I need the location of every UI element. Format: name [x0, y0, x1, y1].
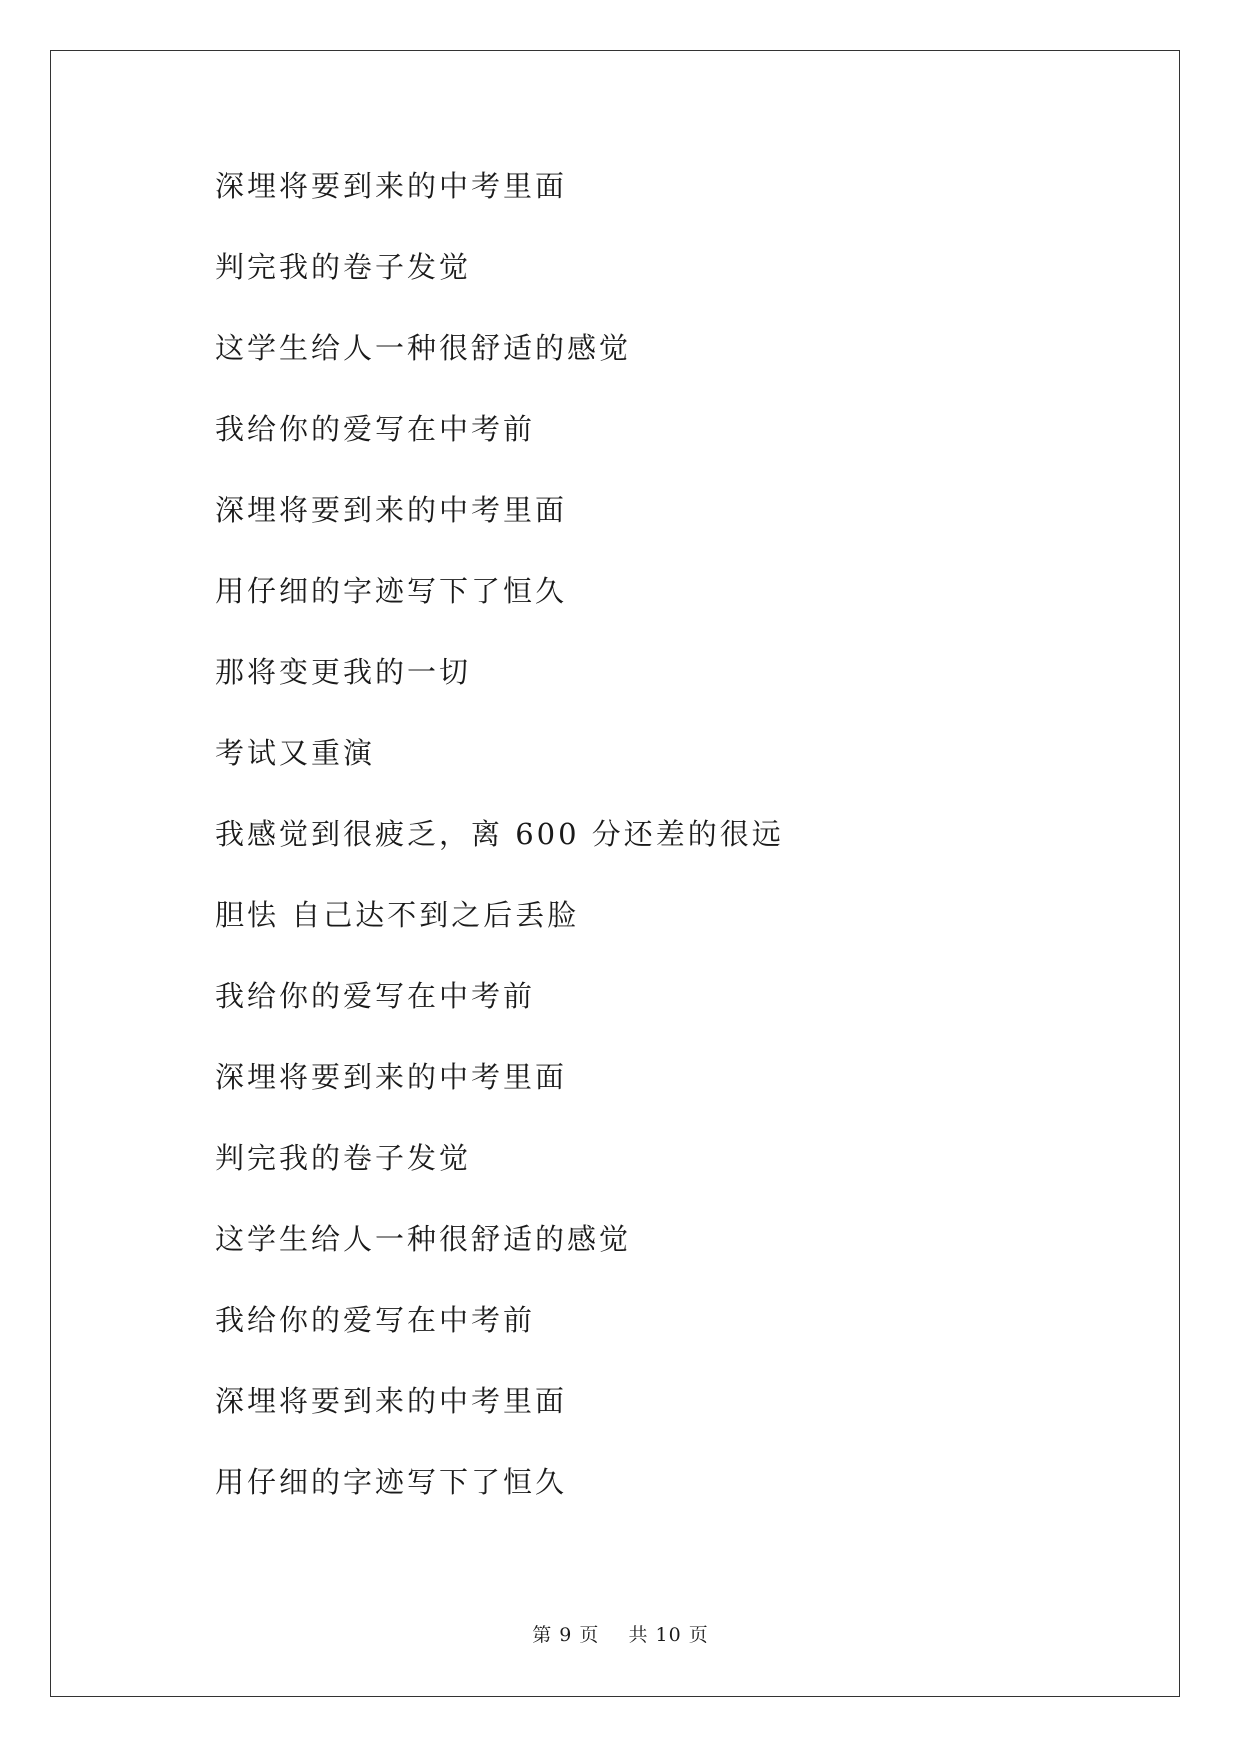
lyric-line: 判完我的卷子发觉 [215, 1141, 472, 1175]
page-number-total: 共 10 页 [628, 1624, 709, 1646]
page-number-current: 第 9 页 [532, 1624, 600, 1646]
lyric-line: 用仔细的字迹写下了恒久 [215, 574, 568, 608]
lyric-line: 我给你的爱写在中考前 [215, 979, 536, 1013]
lyric-line: 胆怯 自己达不到之后丢脸 [215, 898, 580, 932]
lyric-line: 用仔细的字迹写下了恒久 [215, 1465, 568, 1499]
page-footer [0, 1620, 1241, 1647]
lyric-line: 那将变更我的一切 [215, 655, 472, 689]
lyric-line: 这学生给人一种很舒适的感觉 [215, 331, 632, 365]
lyrics-body [215, 168, 784, 1545]
lyric-line: 我给你的爱写在中考前 [215, 412, 536, 446]
lyric-line: 考试又重演 [215, 736, 376, 770]
lyric-line: 这学生给人一种很舒适的感觉 [215, 1222, 632, 1256]
lyric-line: 判完我的卷子发觉 [215, 250, 472, 284]
lyric-line: 深埋将要到来的中考里面 [215, 1060, 568, 1094]
lyric-line: 深埋将要到来的中考里面 [215, 1384, 568, 1418]
lyric-line: 深埋将要到来的中考里面 [215, 169, 568, 203]
lyric-line: 深埋将要到来的中考里面 [215, 493, 568, 527]
lyric-line: 我感觉到很疲乏，离 600 分还差的很远 [215, 817, 784, 851]
lyric-line: 我给你的爱写在中考前 [215, 1303, 536, 1337]
